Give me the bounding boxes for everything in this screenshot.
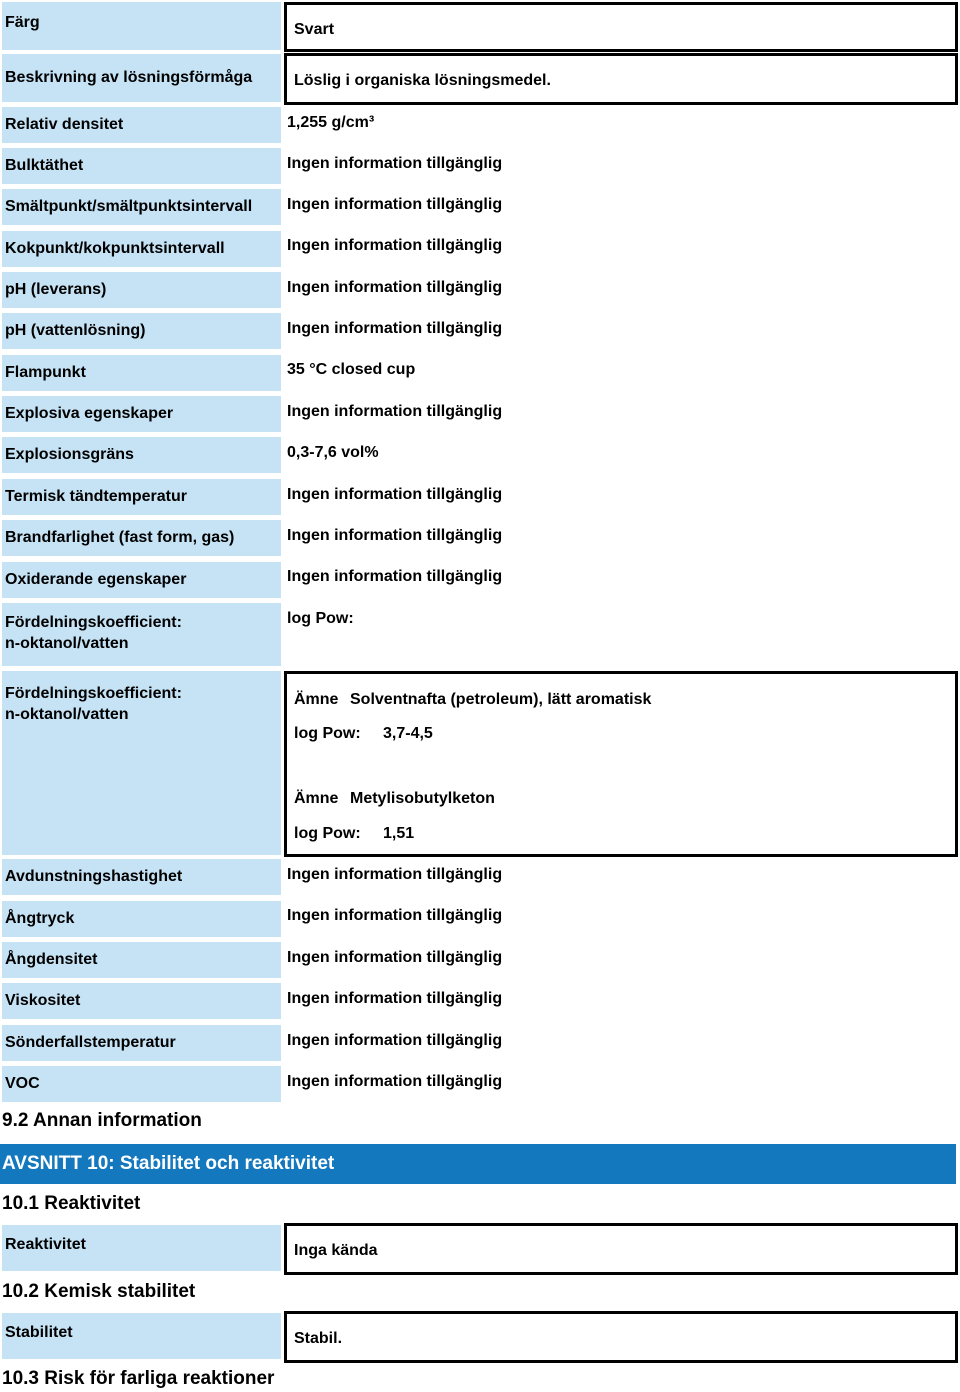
- value-bulk-density: Ingen information tillgänglig: [287, 155, 503, 172]
- value-flammability: Ingen information tillgänglig: [287, 527, 503, 544]
- value-box-reactivity: [284, 1223, 958, 1275]
- label-vapor-density: [2, 942, 281, 978]
- label-partition-coefficient-2: [2, 671, 281, 855]
- label-text: Explosiva egenskaper: [5, 405, 174, 422]
- label-text: Explosionsgräns: [5, 446, 134, 463]
- label-text: Brandfarlighet (fast form, gas): [5, 529, 235, 546]
- substance-row: [294, 691, 651, 709]
- value-relative-density: 1,255 g/cm³: [287, 114, 375, 131]
- label-evaporation-rate: [2, 859, 281, 895]
- label-text: Smältpunkt/smältpunktsintervall: [5, 198, 253, 215]
- label-text: Ångdensitet: [5, 951, 98, 968]
- label-text: Färg: [5, 14, 40, 31]
- label-text: pH (leverans): [5, 281, 107, 298]
- label-stability: [2, 1313, 281, 1359]
- logpow-value: 3,7-4,5: [383, 725, 433, 742]
- value-explosive-properties: Ingen information tillgänglig: [287, 403, 503, 420]
- substance-name: Metylisobutylketon: [350, 790, 495, 807]
- label-explosion-limit: [2, 437, 281, 473]
- label-text: Kokpunkt/kokpunktsintervall: [5, 240, 225, 257]
- label-ph-delivery: [2, 272, 281, 308]
- label-text: VOC: [5, 1075, 40, 1092]
- heading-10-2: 10.2 Kemisk stabilitet: [2, 1281, 196, 1302]
- label-text: [5, 612, 182, 654]
- label-partition-coefficient-1: [2, 603, 281, 666]
- label-boiling-point: [2, 231, 281, 267]
- label-color: [2, 2, 281, 50]
- logpow-row: [294, 725, 433, 743]
- label-text: Flampunkt: [5, 364, 86, 381]
- label-solubility: [2, 54, 281, 102]
- value-text: Svart: [294, 21, 335, 38]
- label-text: Sönderfallstemperatur: [5, 1034, 176, 1051]
- value-box-color: [284, 2, 958, 52]
- label-vapor-pressure: [2, 901, 281, 937]
- label-voc: [2, 1066, 281, 1102]
- substance-row: [294, 790, 495, 808]
- section-banner-text: AVSNITT 10: Stabilitet och reaktivitet: [2, 1153, 335, 1174]
- label-reactivity: [2, 1225, 281, 1271]
- value-text: Inga kända: [294, 1242, 378, 1259]
- value-oxidizing: Ingen information tillgänglig: [287, 568, 503, 585]
- label-decomposition-temp: [2, 1025, 281, 1061]
- value-evaporation-rate: Ingen information tillgänglig: [287, 866, 503, 883]
- label-text: Stabilitet: [5, 1324, 73, 1341]
- logpow-key: log Pow:: [294, 825, 361, 842]
- label-line-2: n-oktanol/vatten: [5, 635, 129, 652]
- heading-10-3: 10.3 Risk för farliga reaktioner: [2, 1368, 275, 1389]
- label-text: Viskositet: [5, 992, 81, 1009]
- substance-key: Ämne: [294, 790, 339, 807]
- value-voc: Ingen information tillgänglig: [287, 1073, 503, 1090]
- value-ph-solution: Ingen information tillgänglig: [287, 320, 503, 337]
- value-boiling-point: Ingen information tillgänglig: [287, 237, 503, 254]
- value-decomposition-temp: Ingen information tillgänglig: [287, 1032, 503, 1049]
- value-text: Stabil.: [294, 1330, 343, 1347]
- heading-10-1: 10.1 Reaktivitet: [2, 1193, 141, 1214]
- value-ph-delivery: Ingen information tillgänglig: [287, 279, 503, 296]
- logpow-row: [294, 825, 414, 843]
- label-text: Beskrivning av lösningsförmåga: [5, 69, 253, 86]
- value-explosion-limit: 0,3-7,6 vol%: [287, 444, 379, 461]
- label-text: [5, 683, 182, 725]
- section-banner: [0, 1144, 956, 1184]
- label-explosive-properties: [2, 396, 281, 432]
- label-line-1: Fördelningskoefficient:: [5, 685, 182, 702]
- value-flash-point: 35 °C closed cup: [287, 361, 416, 378]
- value-box-stability: [284, 1311, 958, 1363]
- label-relative-density: [2, 107, 281, 143]
- label-text: Relativ densitet: [5, 116, 124, 133]
- label-oxidizing: [2, 562, 281, 598]
- label-bulk-density: [2, 148, 281, 184]
- label-text: Oxiderande egenskaper: [5, 571, 187, 588]
- value-melting-point: Ingen information tillgänglig: [287, 196, 503, 213]
- label-text: Avdunstningshastighet: [5, 868, 183, 885]
- label-text: Termisk tändtemperatur: [5, 488, 187, 505]
- label-text: pH (vattenlösning): [5, 322, 146, 339]
- label-flash-point: [2, 355, 281, 391]
- substance-key: Ämne: [294, 691, 339, 708]
- label-viscosity: [2, 983, 281, 1019]
- label-text: Ångtryck: [5, 910, 75, 927]
- label-flammability: [2, 520, 281, 556]
- label-melting-point: [2, 189, 281, 225]
- value-viscosity: Ingen information tillgänglig: [287, 990, 503, 1007]
- heading-9-2: 9.2 Annan information: [2, 1110, 202, 1131]
- logpow-key: log Pow:: [294, 725, 361, 742]
- value-vapor-pressure: Ingen information tillgänglig: [287, 907, 503, 924]
- value-box-solubility: [284, 53, 958, 105]
- label-line-2: n-oktanol/vatten: [5, 706, 129, 723]
- label-ph-solution: [2, 313, 281, 349]
- label-text: Bulktäthet: [5, 157, 84, 174]
- value-partition-coefficient-1: log Pow:: [287, 610, 354, 627]
- substance-name: Solventnafta (petroleum), lätt aromatisk: [350, 691, 652, 708]
- label-text: Reaktivitet: [5, 1236, 86, 1253]
- value-ignition-temp: Ingen information tillgänglig: [287, 486, 503, 503]
- value-vapor-density: Ingen information tillgänglig: [287, 949, 503, 966]
- label-ignition-temp: [2, 479, 281, 515]
- value-text: Löslig i organiska lösningsmedel.: [294, 72, 551, 89]
- label-line-1: Fördelningskoefficient:: [5, 614, 182, 631]
- substance-box: [284, 671, 958, 857]
- logpow-value: 1,51: [383, 825, 415, 842]
